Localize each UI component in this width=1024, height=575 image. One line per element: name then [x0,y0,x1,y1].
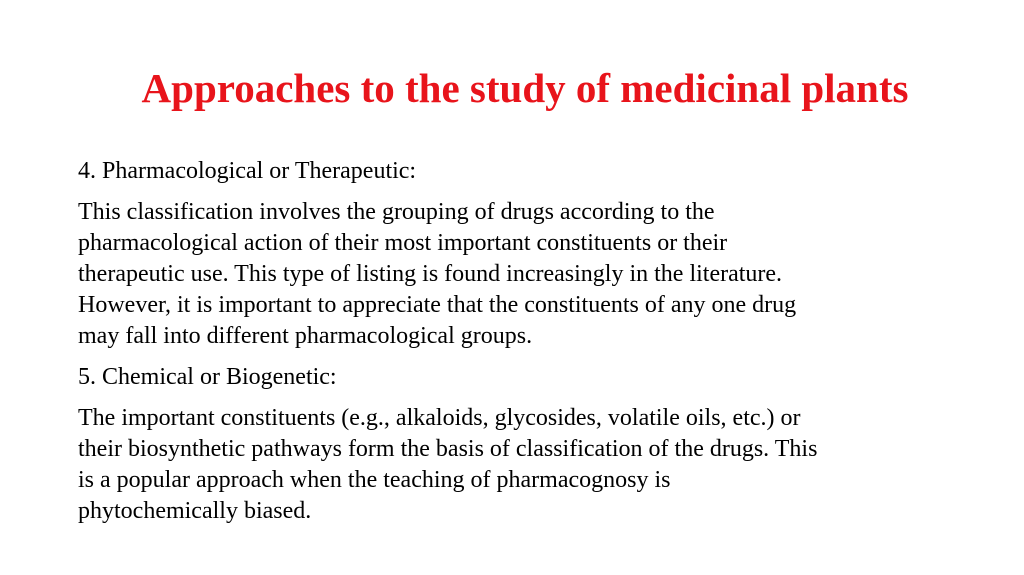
text-line: is a popular approach when the teaching of pharmacognosy is [78,467,671,493]
text-line: their biosynthetic pathways form the basis of classification of the drugs. This [78,436,818,462]
paragraph-chemical [78,403,978,527]
text-line: The important constituents (e.g., alkaloids, glycosides, volatile oils, etc.) or [78,405,801,431]
paragraph-pharmacological [78,197,978,352]
heading-chemical [78,362,978,393]
text-line: 5. Chemical or Biogenetic: [78,364,337,390]
text-line: therapeutic use. This type of listing is found increasingly in the literature. [78,261,783,287]
text-line: phytochemically biased. [78,498,312,524]
slide-body [78,156,978,537]
text-line: 4. Pharmacological or Therapeutic: [78,158,417,184]
heading-pharmacological [78,156,978,187]
text-line: may fall into different pharmacological groups. [78,323,533,349]
text-line: This classification involves the grouping of drugs according to the [78,199,715,225]
text-line: pharmacological action of their most important constituents or their [78,230,728,256]
slide-title: Approaches to the study of medicinal plants [141,65,909,111]
text-line: However, it is important to appreciate that the constituents of any one drug [78,292,797,318]
